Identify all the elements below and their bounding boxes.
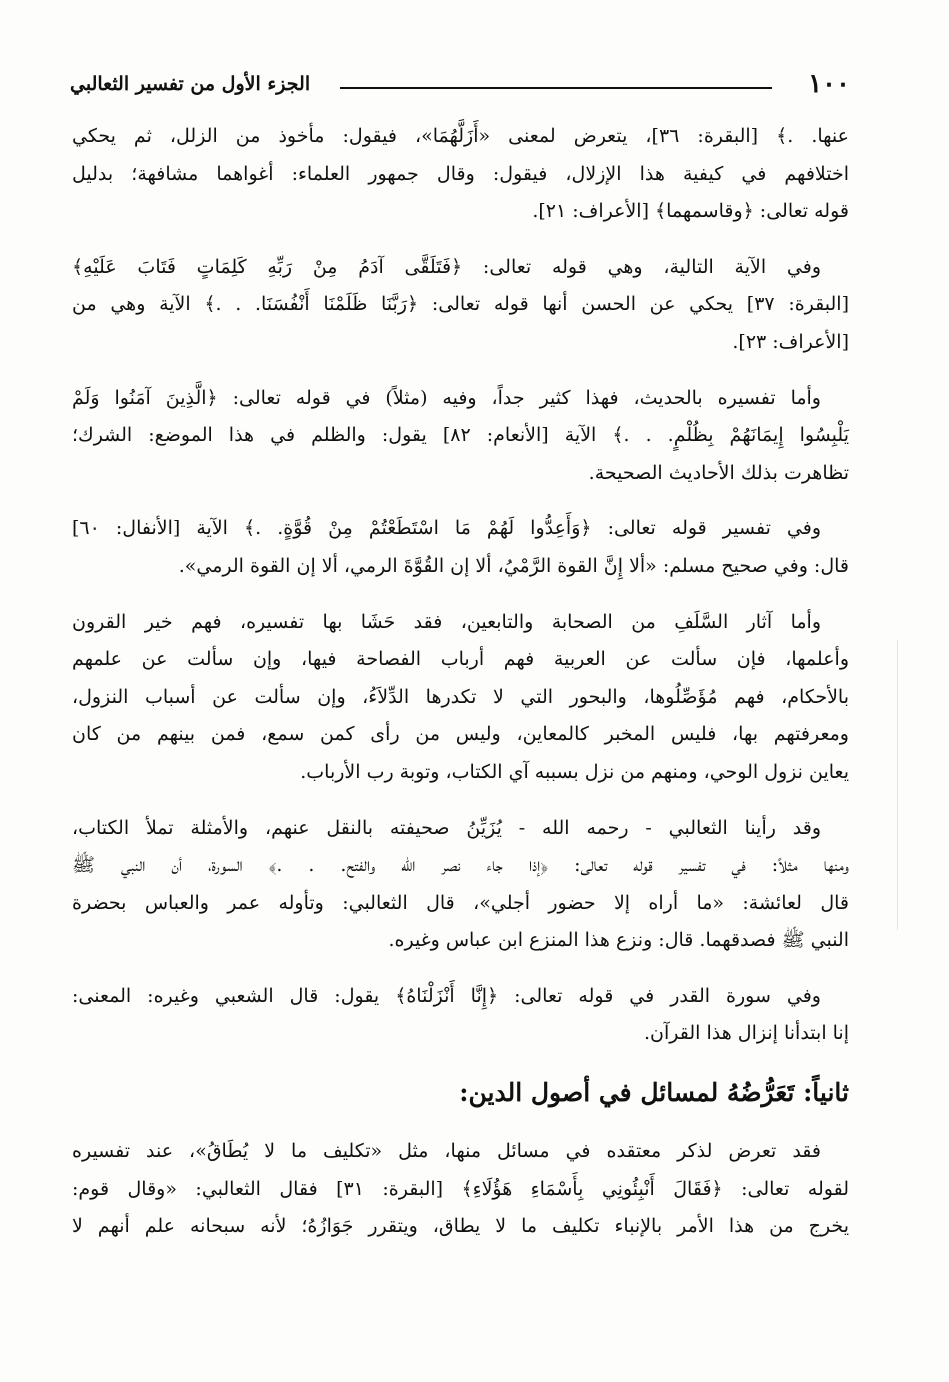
running-title: الجزء الأول من تفسير الثعالبي: [70, 73, 311, 95]
text-line: قوله تعالى: ﴿وقاسمهما﴾ [الأعراف: ٢١].: [532, 200, 849, 223]
scan-margin-line: [897, 640, 898, 930]
text-line: وفي الآية التالية، وهي قوله تعالى: ﴿فَتَلَقَّى آدَمُ مِنْ رَبِّهِ كَلِمَاتٍ فَتَابَ عَلَيْهِ﴾: [72, 255, 821, 278]
text-line: قال: وفي صحيح مسلم: «ألا إِنَّ القوة الرَّمْيُ، ألا إن القُوَّةَ الرمي، ألا إن القوة الرمي».: [178, 554, 849, 577]
text-line: تظاهرت بذلك الأحاديث الصحيحة.: [588, 461, 849, 484]
text-line: وفي تفسير قوله تعالى: ﴿وَأَعِدُّوا لَهُمْ مَا اسْتَطَعْتُمْ مِنْ قُوَّةٍ. .﴾ الآية [الأنفال: ٦٠]: [72, 517, 821, 540]
text-line: [البقرة: ٣٧] يحكي عن الحسن أنها قوله تعالى: ﴿رَبَّنَا ظَلَمْنَا أَنْفُسَنَا. . .﴾ الآية وهي من: [72, 293, 849, 316]
text-line: قال لعائشة: «ما أراه إلا حضور أجلي»، قال الثعالبي: وتأوله عمر والعباس بحضرة: [72, 891, 849, 914]
text-line: اختلافهم في كيفية هذا الإزلال، فيقول: وقال جمهور العلماء: أغواهما مشافهة؛ بدليل: [72, 162, 849, 185]
text-line: يخرج من هذا الأمر بالإنباء تكليف ما لا يطاق، ويتقرر جَوَازُهُ؛ لأنه سبحانه علم أنهم لا: [72, 1215, 849, 1238]
paragraph-1: [72, 118, 849, 231]
text-line: فقد تعرض لذكر معتقده في مسائل منها، مثل «تكليف ما لا يُطَاقُ»، عند تفسيره: [72, 1140, 821, 1163]
paragraph-5: [72, 604, 849, 792]
paragraph-final: [72, 1133, 849, 1246]
header-rule: [340, 87, 772, 89]
text-line: يعاين نزول الوحي، ومنهم من نزل بسببه آي الكتاب، وتوبة رب الأرباب.: [300, 760, 849, 783]
paragraph-6: [72, 810, 849, 960]
text-line: وقد رأينا الثعالبي - رحمه الله - يُزَيِّنُ صحيفته بالنقل عنهم، والأمثلة تملأ الكتاب،: [72, 816, 821, 839]
text-line: [الأعراف: ٢٣].: [732, 330, 849, 353]
text-line: بالأحكام، فهم مُؤَصِّلُوها، والبحور التي لا تكدرها الدِّلاَءُ، وإن سألت عن أسباب النزول،: [72, 685, 849, 708]
text-line: وأعلمها، فإن سألت عن العربية فهم أرباب الفصاحة فيها، وإن سألت عن علمهم: [72, 648, 849, 671]
paragraph-7: [72, 978, 849, 1053]
text-line: يَلْبِسُوا إِيمَانَهُمْ بِظُلْمٍ. . .﴾ الآية [الأنعام: ٨٢] يقول: والظلم في هذا الموضع: الشرك؛: [72, 424, 849, 447]
page-number: ١٠٠: [808, 69, 850, 99]
text-line: ومنها مثلاً: في تفسير قوله تعالى: ﴿إذا جاء نصر الله والفتح. . .﴾ السورة، أن النبي ﷺ: [72, 854, 849, 877]
text-line: لقوله تعالى: ﴿فَقَالَ أَنْبِئُونِي بِأَسْمَاءِ هَؤُلَاءِ﴾ [البقرة: ٣١] فقال الثعالبي: «وقال قوم:: [72, 1177, 849, 1200]
paragraph-4: [72, 510, 849, 585]
text-line: وأما آثار السَّلَفِ من الصحابة والتابعين، فقد حَشَا بها تفسيره، فهم خير القرون: [72, 610, 821, 633]
text-line: ومعرفتهم بها، فليس المخبر كالمعاين، وليس من رأى كمن سمع، فمن بينهم من كان: [72, 723, 849, 746]
text-line: عنها. .﴾ [البقرة: ٣٦]، يتعرض لمعنى «أَزَلَّهُمَا»، فيقول: مأخوذ من الزلل، ثم يحكي: [72, 125, 849, 147]
page-header: [70, 66, 850, 106]
page-body: [72, 118, 849, 1264]
paragraph-2: [72, 249, 849, 362]
text-line: إنا ابتدأنا إنزال هذا القرآن.: [644, 1022, 849, 1045]
section-heading: ثانياً: تَعَرُّضُهُ لمسائل في أصول الدين:: [459, 1078, 849, 1108]
text-line: النبي ﷺ فصدقهما. قال: ونزع هذا المنزع ابن عباس وغيره.: [388, 929, 849, 952]
text-line: وأما تفسيره بالحديث، فهذا كثير جداً، وفيه (مثلاً) في قوله تعالى: ﴿الَّذِينَ آمَنُوا وَلَمْ: [72, 386, 821, 409]
text-line: وفي سورة القدر في قوله تعالى: ﴿إِنَّا أَنْزَلْنَاهُ﴾ يقول: قال الشعبي وغيره: المعنى:: [72, 984, 821, 1007]
paragraph-3: [72, 380, 849, 493]
